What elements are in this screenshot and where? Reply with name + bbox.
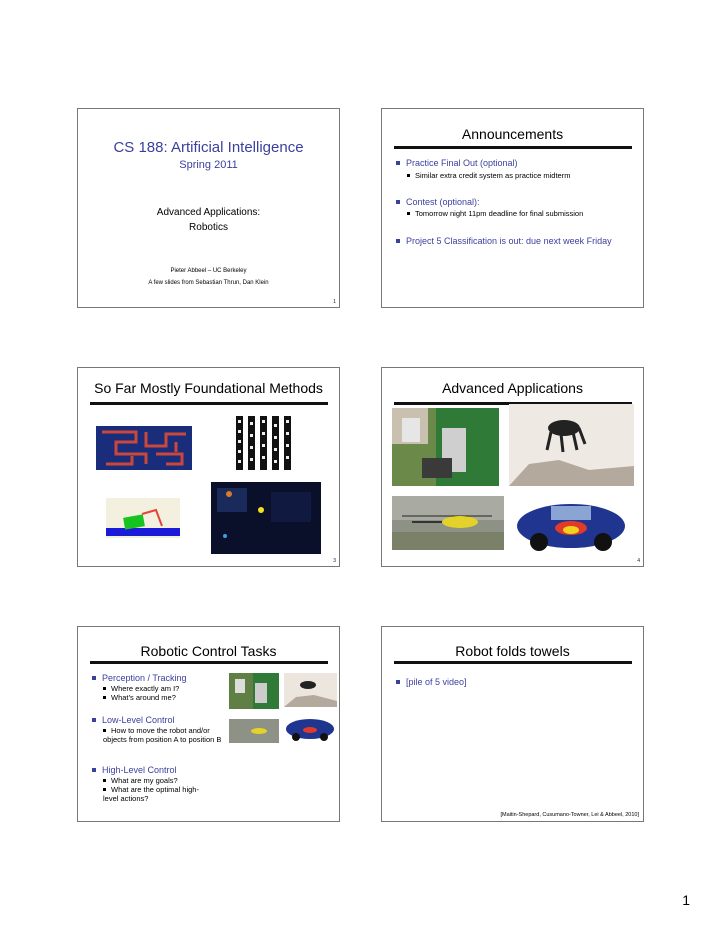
course-title: CS 188: Artificial Intelligence bbox=[113, 139, 304, 156]
robot-photo bbox=[392, 408, 499, 486]
sub-bullet: How to move the robot and/or objects from position A to position B bbox=[103, 726, 222, 744]
lecture-title-line2: Robotics bbox=[189, 222, 228, 233]
slide-robot-folds-towels bbox=[381, 626, 644, 822]
slide-title: Advanced Applications bbox=[442, 380, 583, 396]
robot-thumb bbox=[229, 673, 279, 709]
title-rule bbox=[394, 146, 632, 149]
slide-advanced-applications bbox=[381, 367, 644, 567]
slide-title: Robotic Control Tasks bbox=[140, 643, 277, 659]
slide-title: So Far Mostly Foundational Methods bbox=[94, 380, 323, 396]
helicopter-thumb bbox=[229, 719, 279, 743]
slide-number: 4 bbox=[637, 558, 640, 564]
slide-announcements bbox=[381, 108, 644, 308]
bullet-item: Practice Final Out (optional) bbox=[396, 158, 518, 169]
quadruped-thumb bbox=[284, 673, 337, 707]
slide-foundational-methods bbox=[77, 367, 340, 567]
quadruped-photo bbox=[509, 404, 634, 486]
slide-robotic-control-tasks bbox=[77, 626, 340, 822]
digits-image bbox=[234, 416, 294, 470]
title-rule bbox=[394, 661, 632, 664]
helicopter-photo bbox=[392, 496, 504, 550]
car-photo bbox=[511, 488, 631, 556]
credit: A few slides from Sebastian Thrun, Dan Klein bbox=[148, 280, 269, 286]
bullet-item: Low-Level Control bbox=[92, 715, 175, 726]
bullet-item: High-Level Control bbox=[92, 765, 177, 776]
sub-bullet: What are my goals? bbox=[103, 777, 178, 786]
slide-title bbox=[77, 108, 340, 308]
bullet-item: Project 5 Classification is out: due next week Friday bbox=[396, 236, 612, 247]
slide-number: 1 bbox=[333, 299, 336, 305]
author: Pieter Abbeel – UC Berkeley bbox=[170, 268, 247, 274]
title-rule bbox=[90, 661, 328, 664]
sub-bullet: What’s around me? bbox=[103, 694, 176, 703]
sub-bullet: Similar extra credit system as practice midterm bbox=[407, 172, 570, 181]
page-number: 1 bbox=[682, 892, 690, 908]
car-thumb bbox=[284, 713, 337, 743]
title-rule bbox=[90, 402, 328, 405]
crawler-image bbox=[106, 498, 180, 538]
slide-title: Robot folds towels bbox=[455, 643, 570, 659]
course-term: Spring 2011 bbox=[179, 159, 238, 171]
bullet-item: Contest (optional): bbox=[396, 197, 480, 208]
lecture-title-line1: Advanced Applications: bbox=[156, 207, 261, 218]
sub-bullet: What are the optimal high-level actions? bbox=[103, 785, 199, 803]
bullet-item: Perception / Tracking bbox=[92, 673, 187, 684]
sub-bullet: Tomorrow night 11pm deadline for final submission bbox=[407, 210, 583, 219]
slide-title: Announcements bbox=[461, 126, 564, 142]
maze-image bbox=[96, 426, 192, 470]
sub-bullet: Where exactly am I? bbox=[103, 685, 179, 694]
bullet-item: [pile of 5 video] bbox=[396, 677, 467, 688]
slide-number: 3 bbox=[333, 558, 336, 564]
pacman-image bbox=[211, 482, 321, 554]
citation: [Maitin-Shepard, Cusumano-Towner, Lei & Abbeel, 2010] bbox=[500, 812, 639, 818]
